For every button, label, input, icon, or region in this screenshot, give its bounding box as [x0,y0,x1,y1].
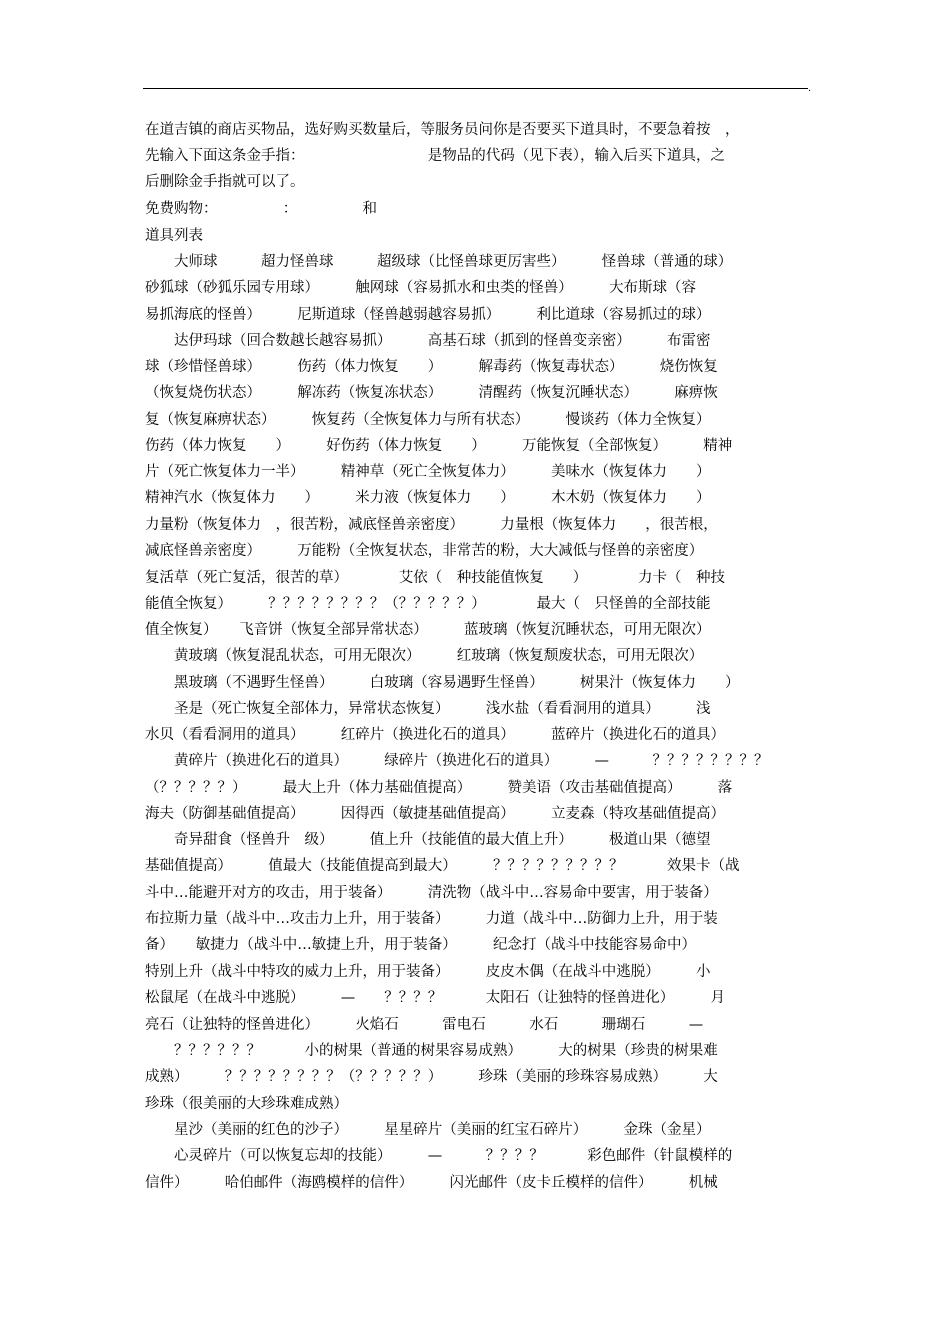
text-line: ？？？？？？ 小的树果（普通的树果容易成熟） 大的树果（珍贵的树果难 [145,1043,718,1059]
text-line: （？？？？？） 最大上升（体力基础值提高） 赞美语（攻击基础值提高） 落 [145,780,733,796]
text-line: 易抓海底的怪兽） 尼斯道球（怪兽越弱越容易抓） 利比道球（容易抓过的球） [145,307,711,323]
text-line: 复（恢复麻痹状态） 恢复药（全恢复体力与所有状态） 慢谈药（体力全恢复） [145,412,711,428]
text-line: 心灵碎片（可以恢复忘却的技能） — ？？？？ 彩色邮件（针鼠模样的 [145,1148,733,1164]
text-line: 圣是（死亡恢复全部体力，异常状态恢复） 浅水盐（看看洞用的道具） 浅 [145,701,711,717]
text-line: 精神汽水（恢复体力 ） 米力液（恢复体力 ） 木木奶（恢复体力 ） [145,490,711,506]
text-line: （恢复烧伤状态） 解冻药（恢复冻状态） 清醒药（恢复沉睡状态） 麻痹恢 [145,385,718,401]
text-line: 球（珍惜怪兽球） 伤药（体力恢复 ） 解毒药（恢复毒状态） 烧伤恢复 [145,359,718,375]
text-line: 成熟） ？？？？？？？？（？？？？？） 珍珠（美丽的珍珠容易成熟） 大 [145,1069,718,1085]
text-line: 松鼠尾（在战斗中逃脱） — ？？？？ 太阳石（让独特的怪兽进化） 月 [145,990,725,1006]
text-line: 布拉斯力量（战斗中…攻击力上升，用于装备） 力道（战斗中…防御力上升，用于装 [145,911,718,927]
text-line: 减底怪兽亲密度） 万能粉（全恢复状态，非常苦的粉，大大减低与怪兽的亲密度） [145,543,704,559]
text-line: 力量粉（恢复体力 ，很苦粉，减底怪兽亲密度） 力量根（恢复体力 ，很苦根， [145,517,718,533]
section-heading: 道具列表 [145,228,203,244]
text-line: 黄碎片（换进化石的道具） 绿碎片（换进化石的道具） — ？？？？？？？？ [145,753,769,769]
text-line: 亮石（让独特的怪兽进化） 火焰石 雷电石 水石 珊瑚石 — [145,1017,704,1033]
text-line: 星沙（美丽的红色的沙子） 星星碎片（美丽的红宝石碎片） 金珠（金星） [145,1122,711,1138]
text-line: 珍珠（很美丽的大珍珠难成熟） [145,1096,348,1112]
text-line: 片（死亡恢复体力一半） 精神草（死亡全恢复体力） 美味水（恢复体力 ） [145,464,711,480]
text-line: 海夫（防御基础值提高） 因得西（敏捷基础值提高） 立麦森（特攻基础值提高） [145,806,725,822]
text-line: 能值全恢复） ？？？？？？？？（？？？？？） 最大（ 只怪兽的全部技能 [145,596,711,612]
text-line: 先输入下面这条金手指： 是物品的代码（见下表），输入后买下道具，之 [145,148,725,164]
text-line: 伤药（体力恢复 ） 好伤药（体力恢复 ） 万能恢复（全部恢复） 精神 [145,438,733,454]
text-line: 斗中…能避开对方的攻击，用于装备） 清洗物（战斗中…容易命中要害，用于装备） [145,885,718,901]
text-line: 信件） 哈伯邮件（海鸥模样的信件） 闪光邮件（皮卡丘模样的信件） 机械 [145,1175,718,1191]
text-line: 奇异甜食（怪兽升 级） 值上升（技能值的最大值上升） 极道山果（德望 [145,832,711,848]
text-line: 免费购物： ： 和 [145,201,377,217]
text-line: 备） 敏捷力（战斗中…敏捷上升，用于装备） 纪念打（战斗中技能容易命中） [145,937,696,953]
text-line: 基础值提高） 值最大（技能值提高到最大） ？？？？？？？？？ 效果卡（战 [145,858,740,874]
text-line: 黑玻璃（不遇野生怪兽） 白玻璃（容易遇野生怪兽） 树果汁（恢复体力 ） [145,675,740,691]
text-line: 复活草（死亡复活，很苦的草） 艾依（ 种技能值恢复 ） 力卡（ 种技 [145,570,725,586]
text-line: 黄玻璃（恢复混乱状态，可用无限次） 红玻璃（恢复颓废状态，可用无限次） [145,648,704,664]
header-rule [143,88,808,89]
text-line: 特别上升（战斗中特攻的威力上升，用于装备） 皮皮木偶（在战斗中逃脱） 小 [145,964,711,980]
text-line: 达伊玛球（回合数越长越容易抓） 高基石球（抓到的怪兽变亲密） 布雷密 [145,333,711,349]
text-line: 水贝（看看洞用的道具） 红碎片（换进化石的道具） 蓝碎片（换进化石的道具） [145,727,725,743]
header-corner-mark: . [808,83,812,94]
text-line: 在道吉镇的商店买物品，选好购买数量后，等服务员问你是否要买下道具时，不要急着按 ， [145,122,740,138]
text-line: 后删除金手指就可以了。 [145,174,305,190]
text-line: 值全恢复） 飞音饼（恢复全部异常状态） 蓝玻璃（恢复沉睡状态，可用无限次） [145,622,711,638]
text-line: 大师球 超力怪兽球 超级球（比怪兽球更厉害些） 怪兽球（普通的球） [145,254,733,270]
text-line: 砂狐球（砂狐乐园专用球） 触网球（容易抓水和虫类的怪兽） 大布斯球（容 [145,280,696,296]
